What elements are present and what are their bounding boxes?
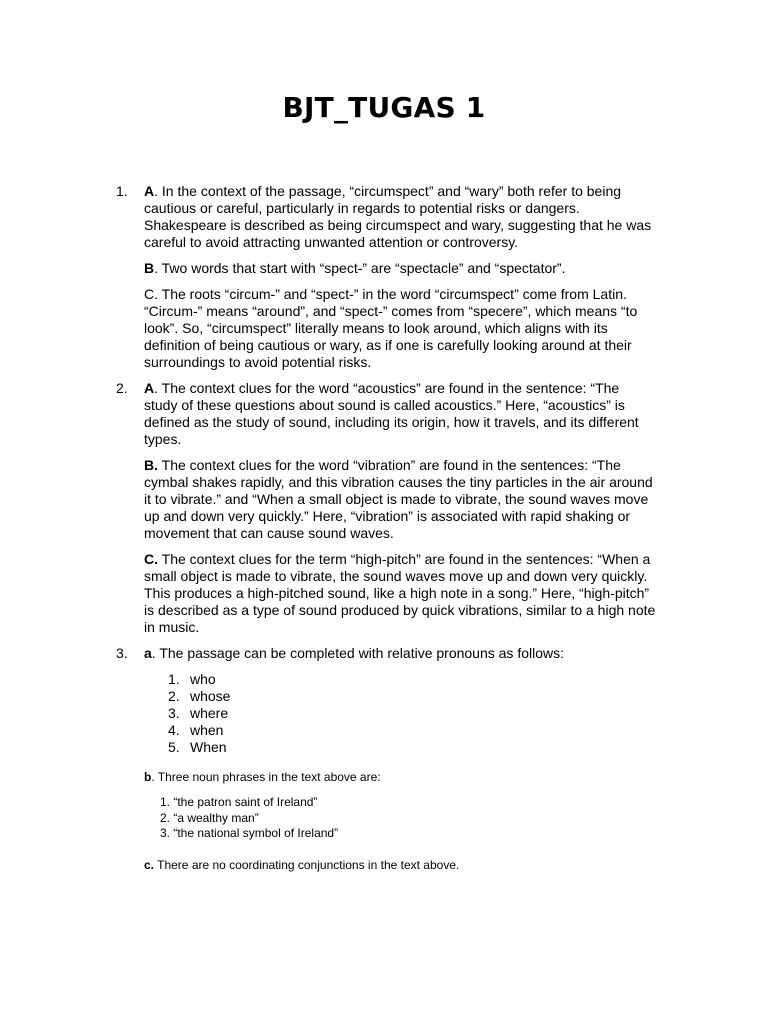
list-item: 1. “the patron saint of Ireland”	[160, 795, 318, 809]
list-item: 3. where	[168, 705, 229, 721]
noun-phrase-list	[144, 795, 656, 842]
answer-2c	[144, 551, 656, 636]
answer-item-2	[116, 380, 656, 636]
list-item: 3. “the national symbol of Ireland”	[160, 826, 339, 840]
answer-label: A	[144, 183, 155, 199]
answer-3c	[144, 858, 656, 873]
answer-text: . Two words that start with “spect-” are “spectacle” and “spectator”.	[154, 260, 566, 276]
answer-text: . In the context of the passage, “circumspect” and “wary” both refer to being cautious or careful, particularly in regards to potential risks or dangers. Shakespeare is described as being circumspect and wary, suggesting that he was careful to avoid attracting unwanted attention or controversy.	[144, 183, 652, 250]
relative-pronoun-list	[144, 671, 656, 756]
answer-2b	[144, 457, 656, 542]
answer-label: B.	[144, 457, 158, 473]
answer-text: There are no coordinating conjunctions in the text above.	[154, 857, 460, 872]
answer-1b	[144, 260, 656, 277]
answer-text: C. The roots “circum-” and “spect-” in the word “circumspect” come from Latin. “Circum-” means “around”, and “spect-” comes from “specere”, which means “to look”. So, “circumspect” literally means to look around, which aligns with its definition of being cautious or wary, as if one is carefully looking around at their surroundings to avoid potential risks.	[144, 286, 638, 370]
item-number: 2.	[116, 380, 128, 396]
answer-item-1	[116, 183, 656, 371]
answer-3a	[144, 645, 656, 662]
document-title: BJT_TUGAS 1	[282, 91, 486, 124]
answer-text: . The passage can be completed with relative pronouns as follows:	[151, 645, 564, 661]
answer-label: b	[144, 770, 152, 784]
answer-list	[116, 183, 656, 883]
list-item: 1. who	[168, 671, 216, 687]
answer-text: . Three noun phrases in the text above are:	[151, 770, 381, 784]
list-item: 4. when	[168, 722, 224, 738]
list-item: 2. “a wealthy man”	[160, 810, 259, 825]
item-number: 1.	[116, 183, 128, 199]
answer-label: a	[144, 645, 152, 661]
answer-2a	[144, 380, 656, 448]
list-item: 2. whose	[168, 688, 231, 704]
list-item: 5. When	[168, 739, 227, 755]
answer-label: A	[144, 380, 155, 396]
answer-1a	[144, 183, 656, 251]
answer-text: The context clues for the word “vibration” are found in the sentences: “The cymbal shakes rapidly, and this vibration causes the tiny particles in the air around it to vibrate.” and “When a small object is made to vibrate, the sound waves move up and down very quickly.” Here, “vibration” is associated with rapid shaking or movement that can cause sound waves.	[144, 457, 653, 541]
answer-3b	[144, 770, 656, 785]
answer-text: . The context clues for the word “acoustics” are found in the sentence: “The study of these questions about sound is called acoustics.” Here, “acoustics” is defined as the study of sound, including its origin, how it travels, and its different types.	[144, 380, 639, 447]
item-number: 3.	[116, 645, 128, 661]
answer-label: C.	[144, 551, 158, 567]
answer-item-3	[116, 645, 656, 873]
answer-1c	[144, 286, 656, 371]
answer-label: B	[144, 260, 155, 276]
answer-label: c.	[144, 857, 155, 872]
answer-text: The context clues for the term “high-pitch” are found in the sentences: “When a small object is made to vibrate, the sound waves move up and down very quickly. This produces a high-pitched sound, like a high note in a song.” Here, “high-pitch” is described as a type of sound produced by quick vibrations, similar to a high note in music.	[144, 551, 656, 635]
